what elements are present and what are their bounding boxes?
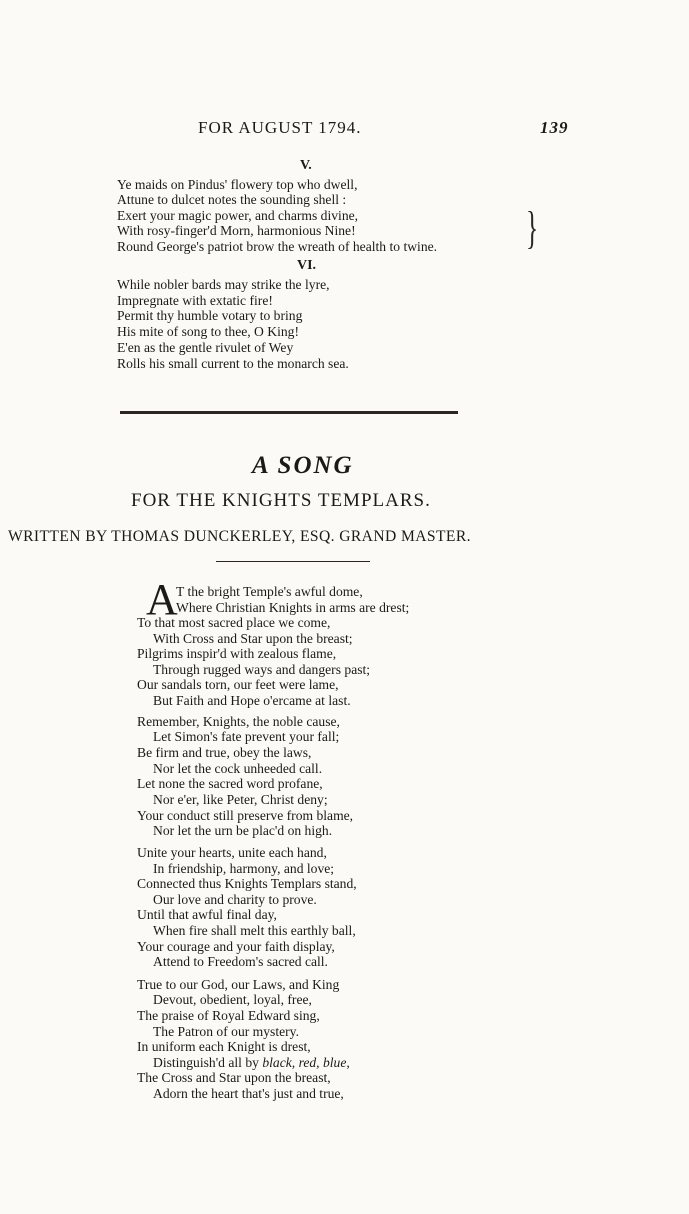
poem-line: Let none the sacred word profane,	[137, 776, 323, 791]
colors-line-colors: black, red, blue,	[262, 1055, 350, 1070]
poem-line: The Cross and Star upon the breast,	[137, 1070, 331, 1085]
poem-line: Connected thus Knights Templars stand,	[137, 876, 357, 891]
poem-line: Ye maids on Pindus' flowery top who dwell,	[117, 177, 358, 192]
poem-line: Permit thy humble votary to bring	[117, 308, 303, 323]
stanza-numeral-vi: VI.	[297, 258, 317, 273]
poem-line: While nobler bards may strike the lyre,	[117, 277, 330, 292]
poem-line: Unite your hearts, unite each hand,	[137, 845, 327, 860]
poem-line-colors	[153, 1055, 350, 1070]
poem-line: E'en as the gentle rivulet of Wey	[117, 340, 294, 355]
poem-line: With rosy-finger'd Morn, harmonious Nine!	[117, 223, 356, 238]
drop-cap: A	[146, 575, 178, 624]
poem-line: Let Simon's fate prevent your fall;	[153, 729, 340, 744]
colors-line-prefix: Distinguish'd all by	[153, 1055, 263, 1070]
poem-line: Rolls his small current to the monarch sea.	[117, 356, 349, 371]
poem-line: His mite of song to thee, O King!	[117, 324, 299, 339]
poem-line: T the bright Temple's awful dome,	[176, 584, 363, 599]
poem-line: But Faith and Hope o'ercame at last.	[153, 693, 351, 708]
poem-line: Attune to dulcet notes the sounding shell :	[117, 192, 347, 207]
poem-line: Where Christian Knights in arms are drest;	[176, 600, 410, 615]
song-author: WRITTEN BY THOMAS DUNCKERLEY, ESQ. GRAND MASTER.	[8, 528, 471, 545]
poem-line: With Cross and Star upon the breast;	[153, 631, 353, 646]
song-title: A SONG	[252, 452, 354, 479]
poem-line: Remember, Knights, the noble cause,	[137, 714, 340, 729]
poem-line: Through rugged ways and dangers past;	[153, 662, 371, 677]
poem-line: In friendship, harmony, and love;	[153, 861, 335, 876]
poem-line: Nor let the urn be plac'd on high.	[153, 823, 333, 838]
poem-line: Devout, obedient, loyal, free,	[153, 992, 312, 1007]
poem-line: Your courage and your faith display,	[137, 939, 335, 954]
poem-line: Be firm and true, obey the laws,	[137, 745, 312, 760]
poem-line: Round George's patriot brow the wreath of health to twine.	[117, 239, 438, 254]
title-rule	[216, 561, 370, 562]
poem-line: Adorn the heart that's just and true,	[153, 1086, 344, 1101]
section-divider	[120, 411, 458, 414]
poem-line: Attend to Freedom's sacred call.	[153, 954, 328, 969]
poem-line: In uniform each Knight is drest,	[137, 1039, 311, 1054]
poem-line: The praise of Royal Edward sing,	[137, 1008, 320, 1023]
brace-mark: }	[526, 202, 539, 253]
poem-line: The Patron of our mystery.	[153, 1024, 299, 1039]
poem-line: Nor e'er, like Peter, Christ deny;	[153, 792, 328, 807]
poem-line: Our love and charity to prove.	[153, 892, 317, 907]
poem-line: Exert your magic power, and charms divine,	[117, 208, 359, 223]
running-head-title: FOR AUGUST 1794.	[198, 118, 362, 137]
poem-line: Your conduct still preserve from blame,	[137, 808, 354, 823]
poem-line: When fire shall melt this earthly ball,	[153, 923, 356, 938]
poem-line: True to our God, our Laws, and King	[137, 977, 340, 992]
poem-line: Impregnate with extatic fire!	[117, 293, 273, 308]
poem-line: Our sandals torn, our feet were lame,	[137, 677, 339, 692]
stanza-numeral-v: V.	[300, 158, 312, 173]
page-number: 139	[540, 118, 569, 137]
poem-line: To that most sacred place we come,	[137, 615, 331, 630]
poem-line: Until that awful final day,	[137, 907, 277, 922]
poem-line: Nor let the cock unheeded call.	[153, 761, 323, 776]
song-subtitle: FOR THE KNIGHTS TEMPLARS.	[131, 490, 431, 511]
poem-line: Pilgrims inspir'd with zealous flame,	[137, 646, 337, 661]
